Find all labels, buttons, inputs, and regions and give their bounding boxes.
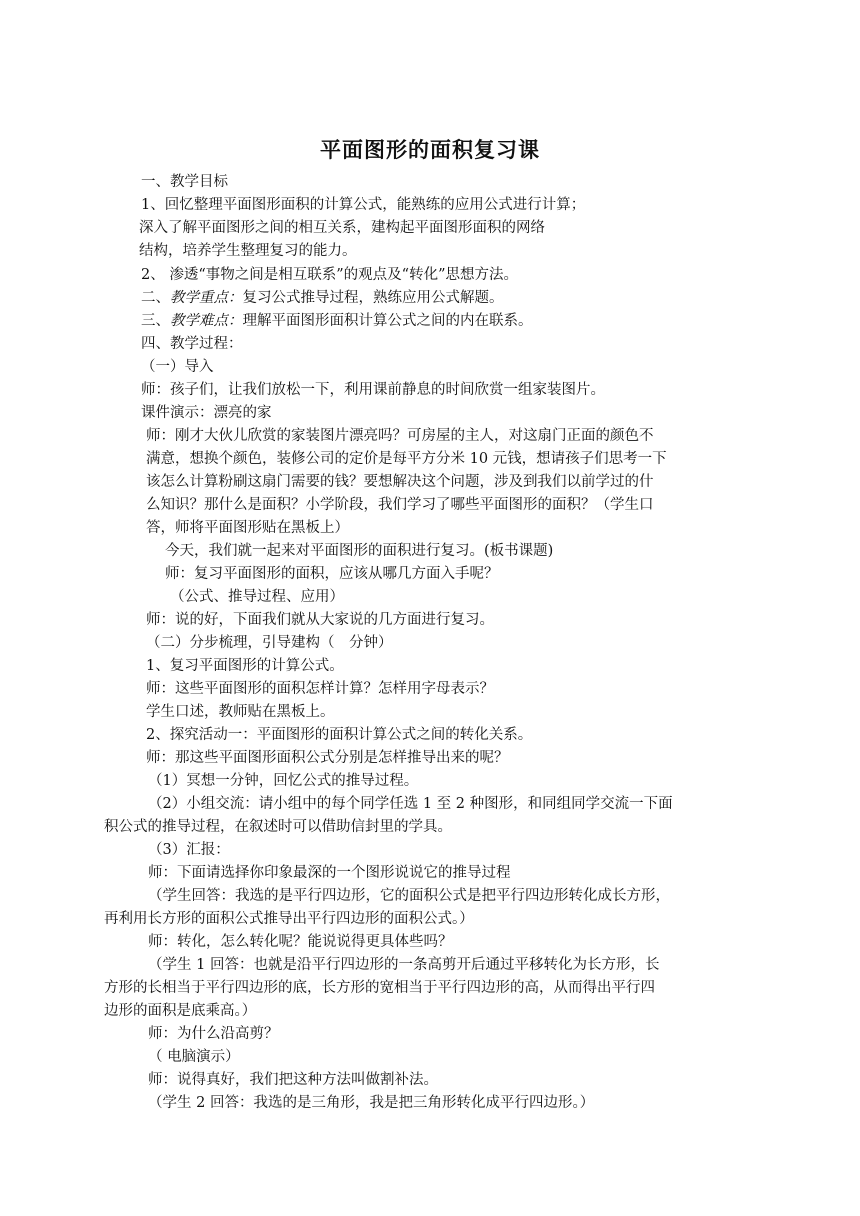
paragraph-line: 师：转化，怎么转化呢？能说说得更具体些吗？ [148,934,453,950]
section-heading-difficulties [141,310,533,332]
paragraph-line: 师：孩子们，让我们放松一下，利用课前静息的时间欣赏一组家装图片。 [141,382,605,398]
paragraph-line: 师：说的好，下面我们就从大家说的几方面进行复习。 [146,612,494,628]
paragraph-line: （公式、推导过程、应用） [170,589,344,605]
paragraph-line: 师：复习平面图形的面积，应该从哪几方面入手呢？ [165,566,499,582]
paragraph-line: 答，师将平面图形贴在黑板上） [146,520,349,536]
paragraph-line: （学生 1 回答：也就是沿平行四边形的一条高剪开后通过平移转化为长方形，长 [148,957,660,973]
paragraph-line: 课件演示：漂亮的家 [141,405,272,421]
section-number: 三、 [141,313,170,329]
paragraph-line: （2）小组交流：请小组中的每个同学任选 1 至 2 种图形，和同组同学交流一下面 [148,796,673,812]
difficulties-text: 理解平面图形面积计算公式之间的内在联系。 [242,313,533,329]
key-points-label: 教学重点： [170,290,243,306]
paragraph-line: （1）冥想一分钟，回忆公式的推导过程。 [148,773,419,789]
paragraph-line: （学生回答：我选的是平行四边形，它的面积公式是把平行四边形转化成长方形， [148,888,670,904]
section-number: 二、 [141,290,170,306]
objective-line: 深入了解平面图形之间的相互关系，建构起平面图形面积的网络 [139,220,545,236]
document-title: 平面图形的面积复习课 [320,138,540,162]
objective-line: 2、 渗透“事物之间是相互联系”的观点及“转化”思想方法。 [141,267,518,283]
paragraph-line: 么知识？那什么是面积？小学阶段，我们学习了哪些平面图形的面积？（学生口 [146,497,654,513]
paragraph-line: 师：这些平面图形的面积怎样计算？怎样用字母表示？ [146,681,494,697]
paragraph-line: 师：为什么沿高剪？ [148,1026,279,1042]
paragraph-line: 满意，想换个颜色，装修公司的定价是每平方分米 10 元钱，想请孩子们思考一下 [146,451,667,467]
subsection-heading-intro: （一）导入 [141,359,214,375]
section-heading-process: 四、教学过程： [141,336,243,352]
paragraph-line: （ 电脑演示） [148,1049,240,1065]
paragraph-line: 学生口述，教师贴在黑板上。 [146,704,335,720]
paragraph-line: 积公式的推导过程，在叙述时可以借助信封里的学具。 [104,819,452,835]
section-heading-objectives: 一、教学目标 [141,174,228,190]
objective-line: 1、回忆整理平面图形面积的计算公式，能熟练的应用公式进行计算； [141,197,586,213]
paragraph-line: （3）汇报： [148,842,230,858]
paragraph-line: 1、复习平面图形的计算公式。 [146,658,344,674]
paragraph-line: 师：刚才大伙儿欣赏的家装图片漂亮吗？可房屋的主人，对这扇门正面的颜色不 [146,428,654,444]
paragraph-line: 师：下面请选择你印象最深的一个图形说说它的推导过程 [148,865,511,881]
paragraph-line: （学生 2 回答：我选的是三角形，我是把三角形转化成平行四边形。） [148,1095,595,1111]
section-heading-key-points [141,287,504,309]
paragraph-line: 师：说得真好，我们把这种方法叫做割补法。 [148,1072,438,1088]
paragraph-line: 边形的面积是底乘高。） [104,1003,257,1019]
paragraph-line: 方形的长相当于平行四边形的底，长方形的宽相当于平行四边形的高，从而得出平行四 [104,980,655,996]
objective-line: 结构，培养学生整理复习的能力。 [139,243,357,259]
difficulties-label: 教学难点： [170,313,243,329]
paragraph-line: 师：那这些平面图形面积公式分别是怎样推导出来的呢？ [146,750,509,766]
paragraph-line: 2、探究活动一：平面图形的面积计算公式之间的转化关系。 [146,727,533,743]
key-points-text: 复习公式推导过程，熟练应用公式解题。 [242,290,504,306]
paragraph-line: 该怎么计算粉刷这扇门需要的钱？要想解决这个问题，涉及到我们以前学过的什 [146,474,654,490]
subsection-heading-structure: （二）分步梳理，引导建构（ 分钟） [146,635,393,651]
paragraph-line: 今天，我们就一起来对平面图形的面积进行复习。(板书课题) [165,543,554,559]
paragraph-line: 再利用长方形的面积公式推导出平行四边形的面积公式。） [104,911,474,927]
